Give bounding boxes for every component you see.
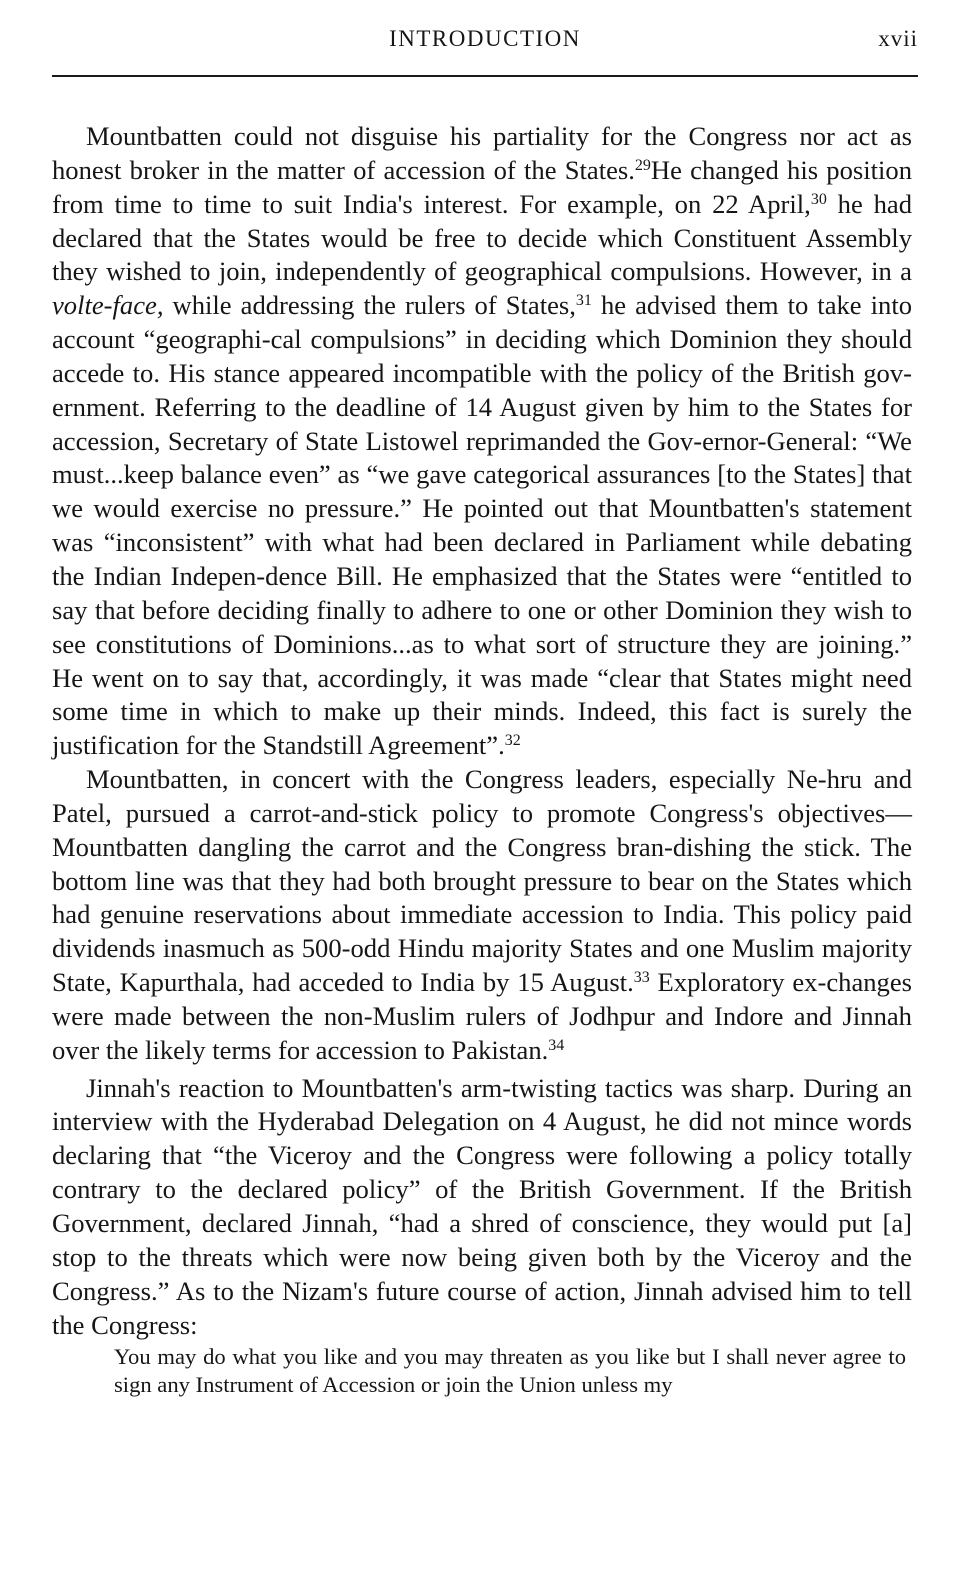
- text-line: assurances [to the States] that we would exercise no pressure.” He: [52, 459, 913, 524]
- paragraph-3: [52, 1072, 912, 1343]
- text-line: 22 April,: [712, 188, 811, 219]
- text-line: to see constitutions of Dominions...as to what sort of structure they are: [52, 594, 913, 659]
- text-line: Mountbatten could not disguise his partiality for the Congress nor: [86, 121, 835, 151]
- text-line: had been declared in Parliament while debating the Indian Indepen-: [52, 527, 913, 591]
- text-line: the Nizam's future course of action, Jinnah advised him to tell the: [52, 1275, 912, 1340]
- paragraph-2: [52, 763, 912, 1068]
- text-line: Mountbatten, in concert with the Congress leaders, especially Ne-: [86, 764, 827, 795]
- text-line: Kapurthala, had acceded to India by 15 August.: [119, 967, 634, 998]
- text-line: changes were made between the non-Muslim rulers of Jodhpur and: [52, 967, 912, 1031]
- footnote-ref-33: 33: [633, 969, 650, 987]
- running-title: INTRODUCTION: [389, 26, 581, 51]
- text-line: while addressing: [163, 290, 355, 321]
- text-line: ernment. Referring to the deadline of 14 August given by him to the: [52, 391, 800, 422]
- text-line: geographical compulsions. However, in a: [464, 256, 912, 287]
- header-rule: [52, 75, 918, 77]
- quote-line: agree to sign any Instrument of Accession or join the Union unless my: [114, 1344, 906, 1397]
- text-line: Exploratory ex-: [649, 967, 827, 998]
- text-line: pointed out that Mountbatten's statement was “inconsistent” with what: [52, 493, 912, 558]
- text-line: During an interview with the Hyderabad Delegation on 4 August, he: [52, 1072, 912, 1137]
- text-line: British Government. If the British Government, declared Jinnah, “had: [52, 1174, 912, 1238]
- text-line: before deciding finally to adhere to one or other Dominion they wish: [142, 594, 884, 625]
- text-line: objectives—Mountbatten dangling the carrot and the Congress bran-: [52, 797, 912, 862]
- text-line: hru and Patel, pursued a carrot-and-stick policy to promote Congress's: [52, 764, 912, 828]
- text-line: the rulers of States,: [363, 290, 576, 321]
- text-line: Congress:: [91, 1309, 198, 1340]
- footnote-ref-30: 30: [810, 190, 827, 208]
- text-line: which Constituent Assembly they wished to join, independently of: [52, 222, 912, 287]
- text-line: he had declared that the States would be free to decide: [52, 188, 912, 253]
- text-line: immediate accession to India. This policy paid dividends inasmuch as: [52, 899, 912, 964]
- running-head: [52, 22, 918, 62]
- footnote-ref-32: 32: [504, 732, 521, 750]
- text-line: did not mince words declaring that “the Viceroy and the Congress: [52, 1106, 912, 1171]
- footnote-ref-29: 29: [634, 157, 651, 175]
- text-line: were now being given both by the Viceroy and the Congress.” As to: [52, 1241, 912, 1306]
- footnote-ref-31: 31: [575, 292, 592, 310]
- text-line: his position from time to time to suit India's interest. For example, on: [52, 154, 912, 219]
- text-line: His stance appeared incompatible with the policy of the British gov-: [168, 357, 912, 388]
- italic-term: volte-face,: [52, 290, 164, 321]
- text-line: He changed: [650, 154, 779, 185]
- text-line: ernor-General: “We must...keep balance even” as “we gave categorical: [52, 425, 912, 490]
- quote-line: You may do what you like and you may threaten as you like but I shall never: [114, 1344, 826, 1370]
- text-line: this fact is surely the justification for the Standstill Agreement”.: [52, 696, 912, 761]
- page-number: xvii: [878, 26, 918, 51]
- text-line: States for accession, Secretary of State Listowel reprimanded the Gov-: [52, 391, 912, 456]
- paragraph-1: [52, 120, 912, 763]
- footnote-ref-34: 34: [548, 1036, 565, 1054]
- text-line: Jinnah's reaction to Mountbatten's arm-twisting tactics was sharp.: [86, 1072, 796, 1103]
- text-line: 500-odd Hindu majority States and one Muslim majority State,: [52, 933, 912, 998]
- text-line: cal compulsions” in deciding which Dominion they should accede to.: [52, 324, 912, 388]
- text-line: he advised them to take into account “geographi-: [52, 290, 913, 355]
- text-line: act as honest broker in the matter of accession of the States.: [52, 121, 912, 185]
- body-text: [52, 120, 912, 1398]
- text-line: were following a policy totally contrary to the declared policy” of the: [52, 1140, 912, 1205]
- text-line: pressure to bear on the States which had genuine reservations about: [52, 865, 912, 930]
- text-line: dishing the stick. The bottom line was that they had both brought: [52, 831, 913, 896]
- block-quote: [114, 1343, 906, 1398]
- text-line: States might need some time in which to make up their minds. Indeed,: [52, 662, 913, 727]
- text-line: joining.” He went on to say that, accordingly, it was made “clear that: [52, 628, 912, 693]
- text-line: Indore and Jinnah over the likely terms for accession to Pakistan.: [52, 1000, 912, 1065]
- text-line: dence Bill. He emphasized that the States were “entitled to say that: [52, 560, 913, 625]
- text-line: a shred of conscience, they would put [a] stop to the threats which: [52, 1208, 913, 1272]
